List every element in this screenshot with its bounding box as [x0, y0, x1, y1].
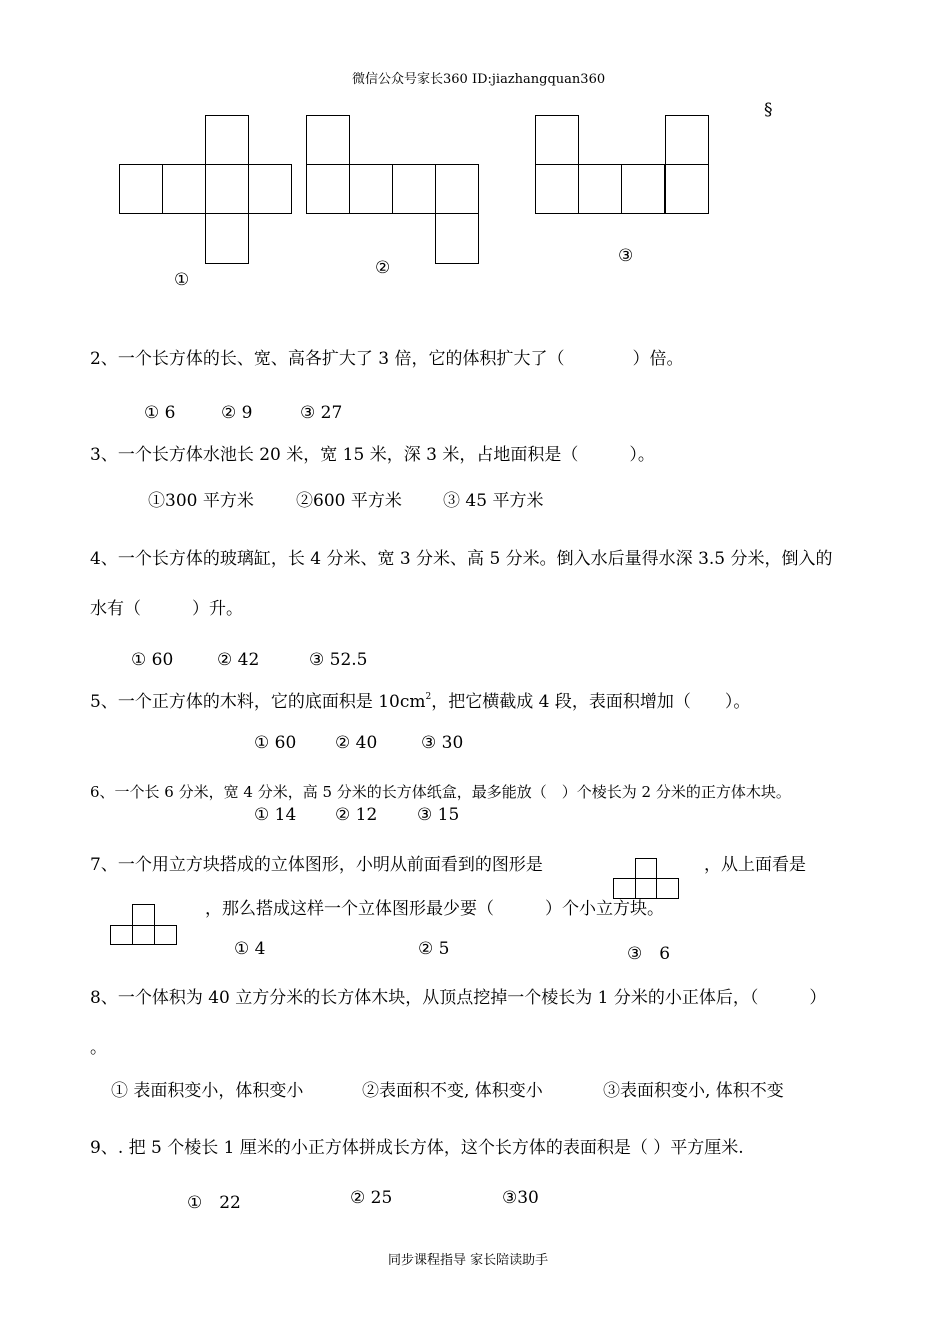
- q5-option-3: ③ 30: [421, 733, 464, 753]
- question-7-part-b: ，从上面看是: [704, 855, 806, 875]
- q8-option-3: ③表面积变小, 体积不变: [603, 1081, 784, 1101]
- q4-option-2: ② 42: [217, 650, 260, 670]
- q5-text-b: ，把它横截成 4 段，表面积增加（ ）。: [431, 692, 751, 712]
- q9-option-3: ③30: [502, 1188, 539, 1208]
- question-9: 9、. 把 5 个棱长 1 厘米的小正方体拼成长方体，这个长方体的表面积是（ ）平方厘米.: [90, 1138, 744, 1158]
- q5-text-a: 5、一个正方体的木料，它的底面积是 10cm: [90, 692, 426, 712]
- net1-square: [162, 164, 206, 214]
- q2-option-3: ③ 27: [300, 403, 343, 423]
- net3-square: [665, 164, 709, 214]
- q8-option-1: ① 表面积变小，体积变小: [111, 1081, 304, 1101]
- net2-label: ②: [375, 258, 391, 278]
- q5-option-1: ① 60: [254, 733, 297, 753]
- net3-label: ③: [618, 246, 634, 266]
- top-view-square: [110, 925, 133, 945]
- top-view-square: [154, 925, 177, 945]
- question-2: 2、一个长方体的长、宽、高各扩大了 3 倍，它的体积扩大了（ ）倍。: [90, 349, 684, 369]
- q3-option-1: ①300 平方米: [148, 491, 254, 511]
- net1-square: [119, 164, 163, 214]
- section-mark: §: [764, 100, 773, 120]
- question-4-line-1: 4、一个长方体的玻璃缸，长 4 分米、宽 3 分米、高 5 分米。倒入水后量得水深 3.5 分米，倒入的: [90, 549, 833, 569]
- q6-option-1: ① 14: [254, 805, 297, 825]
- front-view-square: [635, 858, 657, 879]
- question-4-line-2: 水有（ ）升。: [90, 599, 243, 619]
- net1-label: ①: [174, 270, 190, 290]
- net1-square: [248, 164, 292, 214]
- question-3: 3、一个长方体水池长 20 米，宽 15 米，深 3 米，占地面积是（ ）。: [90, 445, 655, 465]
- q7-option-2: ② 5: [418, 939, 450, 959]
- page-footer: 同步课程指导 家长陪读助手: [388, 1253, 549, 1268]
- q4-option-1: ① 60: [131, 650, 174, 670]
- question-8-line-1: 8、一个体积为 40 立方分米的长方体木块，从顶点挖掉一个棱长为 1 分米的小正体后，（ ）: [90, 988, 827, 1008]
- front-view-square: [656, 878, 679, 899]
- question-7-part-c: ，那么搭成这样一个立体图形最少要（ ）个小立方块。: [205, 899, 664, 919]
- net3-square: [665, 115, 709, 165]
- q3-option-3: ③ 45 平方米: [443, 491, 544, 511]
- net2-square: [435, 213, 479, 264]
- q9-option-2: ② 25: [350, 1188, 393, 1208]
- net2-square: [306, 164, 350, 214]
- question-5: [90, 687, 750, 712]
- front-view-square: [635, 878, 657, 899]
- q7-option-3: ③ 6: [627, 944, 671, 964]
- net2-square: [392, 164, 436, 214]
- q8-option-2: ②表面积不变, 体积变小: [362, 1081, 543, 1101]
- q2-option-1: ① 6: [144, 403, 176, 423]
- question-7-part-a: 7、一个用立方块搭成的立体图形，小明从前面看到的图形是: [90, 855, 543, 875]
- q6-option-3: ③ 15: [417, 805, 460, 825]
- q6-option-2: ② 12: [335, 805, 378, 825]
- net3-square: [621, 164, 665, 214]
- net2-square: [435, 164, 479, 214]
- q5-superscript: 2: [425, 692, 432, 702]
- net3-square: [535, 115, 579, 165]
- q5-option-2: ② 40: [335, 733, 378, 753]
- page-header: 微信公众号家长360 ID:jiazhangquan360: [352, 72, 606, 87]
- net1-square: [205, 164, 249, 214]
- top-view-square: [132, 904, 155, 926]
- net1-square: [205, 115, 249, 165]
- top-view-square: [132, 925, 155, 945]
- net2-square: [349, 164, 393, 214]
- net3-square: [535, 164, 579, 214]
- net1-square: [205, 213, 249, 264]
- net3-square: [578, 164, 622, 214]
- q4-option-3: ③ 52.5: [309, 650, 368, 670]
- q3-option-2: ②600 平方米: [296, 491, 402, 511]
- front-view-square: [613, 878, 636, 899]
- q2-option-2: ② 9: [221, 403, 253, 423]
- q7-option-1: ① 4: [234, 939, 266, 959]
- net2-square: [306, 115, 350, 165]
- question-6: 6、一个长 6 分米，宽 4 分米，高 5 分米的长方体纸盒，最多能放（ ）个棱长为 2 分米的正方体木块。: [90, 783, 791, 801]
- question-8-line-2: 。: [90, 1038, 107, 1058]
- q9-option-1: ① 22: [187, 1193, 241, 1213]
